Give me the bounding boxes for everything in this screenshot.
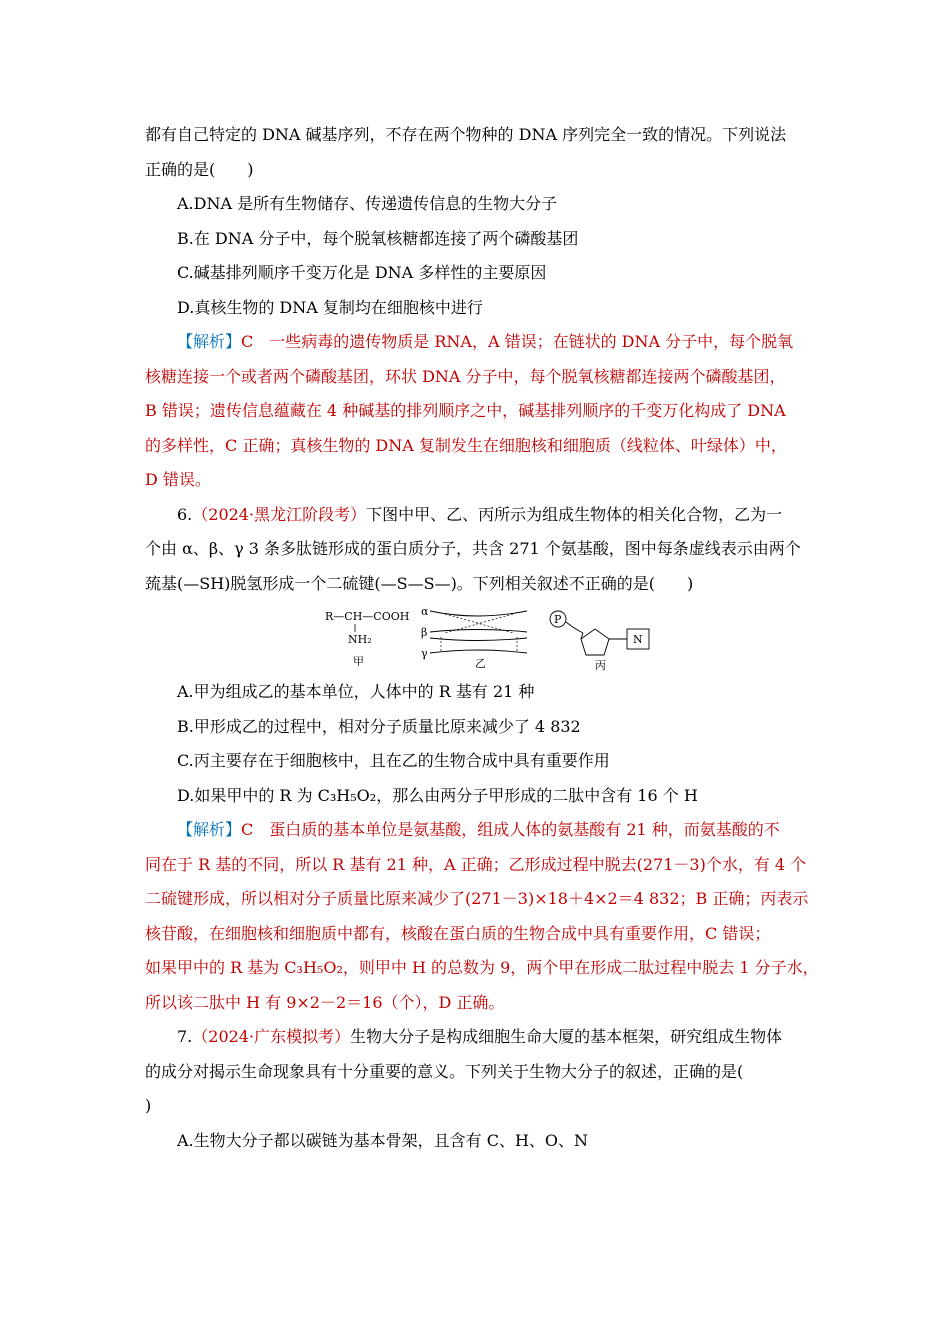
q5-stem-line-1: 都有自己特定的 DNA 碱基序列，不存在两个物种的 DNA 序列完全一致的情况。下列说法: [145, 125, 787, 144]
q7-stem-line-3: ): [145, 1096, 152, 1115]
q5-option-b: B.在 DNA 分子中，每个脱氧核糖都连接了两个磷酸基团: [177, 228, 579, 248]
q6-analysis-line-2: 同在于 R 基的不同，所以 R 基有 21 种，A 正确；乙形成过程中脱去(271－3)个水，有 4 个: [145, 854, 807, 874]
q5-analysis-line-1: C 一些病毒的遗传物质是 RNA，A 错误；在链状的 DNA 分子中，每个脱氧: [241, 332, 794, 351]
q6-option-d: D.如果甲中的 R 为 C₃H₅O₂，那么由两分子甲形成的二肽中含有 16 个 H: [177, 785, 698, 805]
q6-analysis-line-1: C 蛋白质的基本单位是氨基酸，组成人体的氨基酸有 21 种，而氨基酸的不: [241, 820, 780, 839]
q6-analysis-tag: 【解析】: [177, 820, 242, 839]
bing-caption: 丙: [595, 659, 606, 672]
q5-stem-line-2: 正确的是( ): [145, 159, 254, 179]
q7-source: （2024·广东模拟考）: [192, 1027, 351, 1046]
q5-analysis-tag: 【解析】: [177, 332, 242, 351]
q6-source: （2024·黑龙江阶段考）: [192, 504, 367, 524]
q6-analysis-line-4: 核苷酸，在细胞核和细胞质中都有，核酸在蛋白质的生物合成中具有重要作用，C 错误；: [145, 923, 771, 943]
q5-option-a: A.DNA 是所有生物储存、传递遗传信息的生物大分子: [177, 194, 558, 213]
q6-option-a: A.甲为组成乙的基本单位，人体中的 R 基有 21 种: [177, 682, 535, 701]
yi-caption: 乙: [475, 657, 486, 670]
q6-number: 6.: [177, 504, 193, 524]
jia-nh2: NH₂: [348, 633, 372, 646]
bing-link-1: [566, 622, 583, 633]
q6-analysis-line-6: 所以该二肽中 H 有 9×2－2＝16（个），D 正确。: [145, 992, 505, 1012]
jia-formula: R—CH—COOH: [325, 610, 410, 623]
q5-analysis-line-5: D 错误。: [145, 470, 211, 489]
q6-analysis-line-5: 如果甲中的 R 基为 C₃H₅O₂，则甲中 H 的总数为 9，两个甲在形成二肽过程中脱去 1 分子水，: [145, 958, 819, 977]
q6-stem-line-2: 个由 α、β、γ 3 条多肽链形成的蛋白质分子，共含 271 个氨基酸，图中每条虚线表示由两个: [145, 539, 801, 558]
q5-analysis: [145, 325, 815, 498]
q6-option-c: C.丙主要存在于细胞核中，且在乙的生物合成中具有重要作用: [177, 751, 610, 770]
bing-p-label: P: [554, 613, 562, 626]
q6-analysis-line-3: 二硫键形成，所以相对分子质量比原来减少了(271－3)×18＋4×2＝4 832；B 正确；丙表示: [145, 889, 809, 908]
q6-option-b: B.甲形成乙的过程中，相对分子质量比原来减少了 4 832: [177, 716, 581, 736]
yi-gamma-label: γ: [421, 647, 428, 660]
document-body: [145, 118, 819, 1158]
figure-bing: [550, 611, 649, 672]
yi-alpha-label: α: [421, 605, 429, 618]
figure-jia: [325, 610, 409, 668]
q7-number: 7.: [177, 1027, 193, 1046]
q5-analysis-line-2: 核糖连接一个或者两个磷酸基团，环状 DNA 分子中，每个脱氧核糖都连接两个磷酸基团，: [145, 366, 786, 386]
q7-stem-text-1: 生物大分子是构成细胞生命大厦的基本框架，研究组成生物体: [350, 1027, 783, 1046]
jia-caption: 甲: [353, 655, 364, 668]
q6-figure: [145, 603, 815, 675]
yi-beta-label: β: [421, 626, 428, 639]
q5-analysis-line-4: 的多样性，C 正确；真核生物的 DNA 复制发生在细胞核和细胞质（线粒体、叶绿体）中，: [145, 435, 787, 455]
q6-stem-text-1: 下图中甲、乙、丙所示为组成生物体的相关化合物，乙为一: [366, 504, 783, 524]
figure-yi: [421, 605, 527, 670]
q5-option-d: D.真核生物的 DNA 复制均在细胞核中进行: [177, 297, 483, 317]
q6-analysis: [145, 813, 819, 1020]
q6-stem-line-3: 巯基(—SH)脱氢形成一个二硫键(—S—S—)。下列相关叙述不正确的是( ): [145, 573, 694, 593]
q7-option-a: A.生物大分子都以碳链为基本骨架，且含有 C、H、O、N: [177, 1130, 589, 1150]
q7-stem-line-1: [145, 1020, 815, 1055]
yi-alpha-chain: [430, 611, 527, 616]
bing-n-label: N: [633, 633, 643, 646]
q6-figure-svg: [317, 603, 667, 675]
bing-pentose-ring: [581, 629, 609, 655]
q5-option-c: C.碱基排列顺序千变万化是 DNA 多样性的主要原因: [177, 263, 547, 282]
yi-gamma-chain: [430, 650, 527, 653]
q6-stem-line-1: [145, 498, 815, 533]
yi-beta-chain-bottom: [430, 638, 527, 641]
q5-analysis-line-3: B 错误；遗传信息蕴藏在 4 种碱基的排列顺序之中，碱基排列顺序的千变万化构成了 DNA: [145, 401, 786, 420]
q7-stem-line-2: 的成分对揭示生命现象具有十分重要的意义。下列关于生物大分子的叙述，正确的是(: [145, 1061, 744, 1081]
yi-beta-chain-top: [430, 630, 527, 633]
